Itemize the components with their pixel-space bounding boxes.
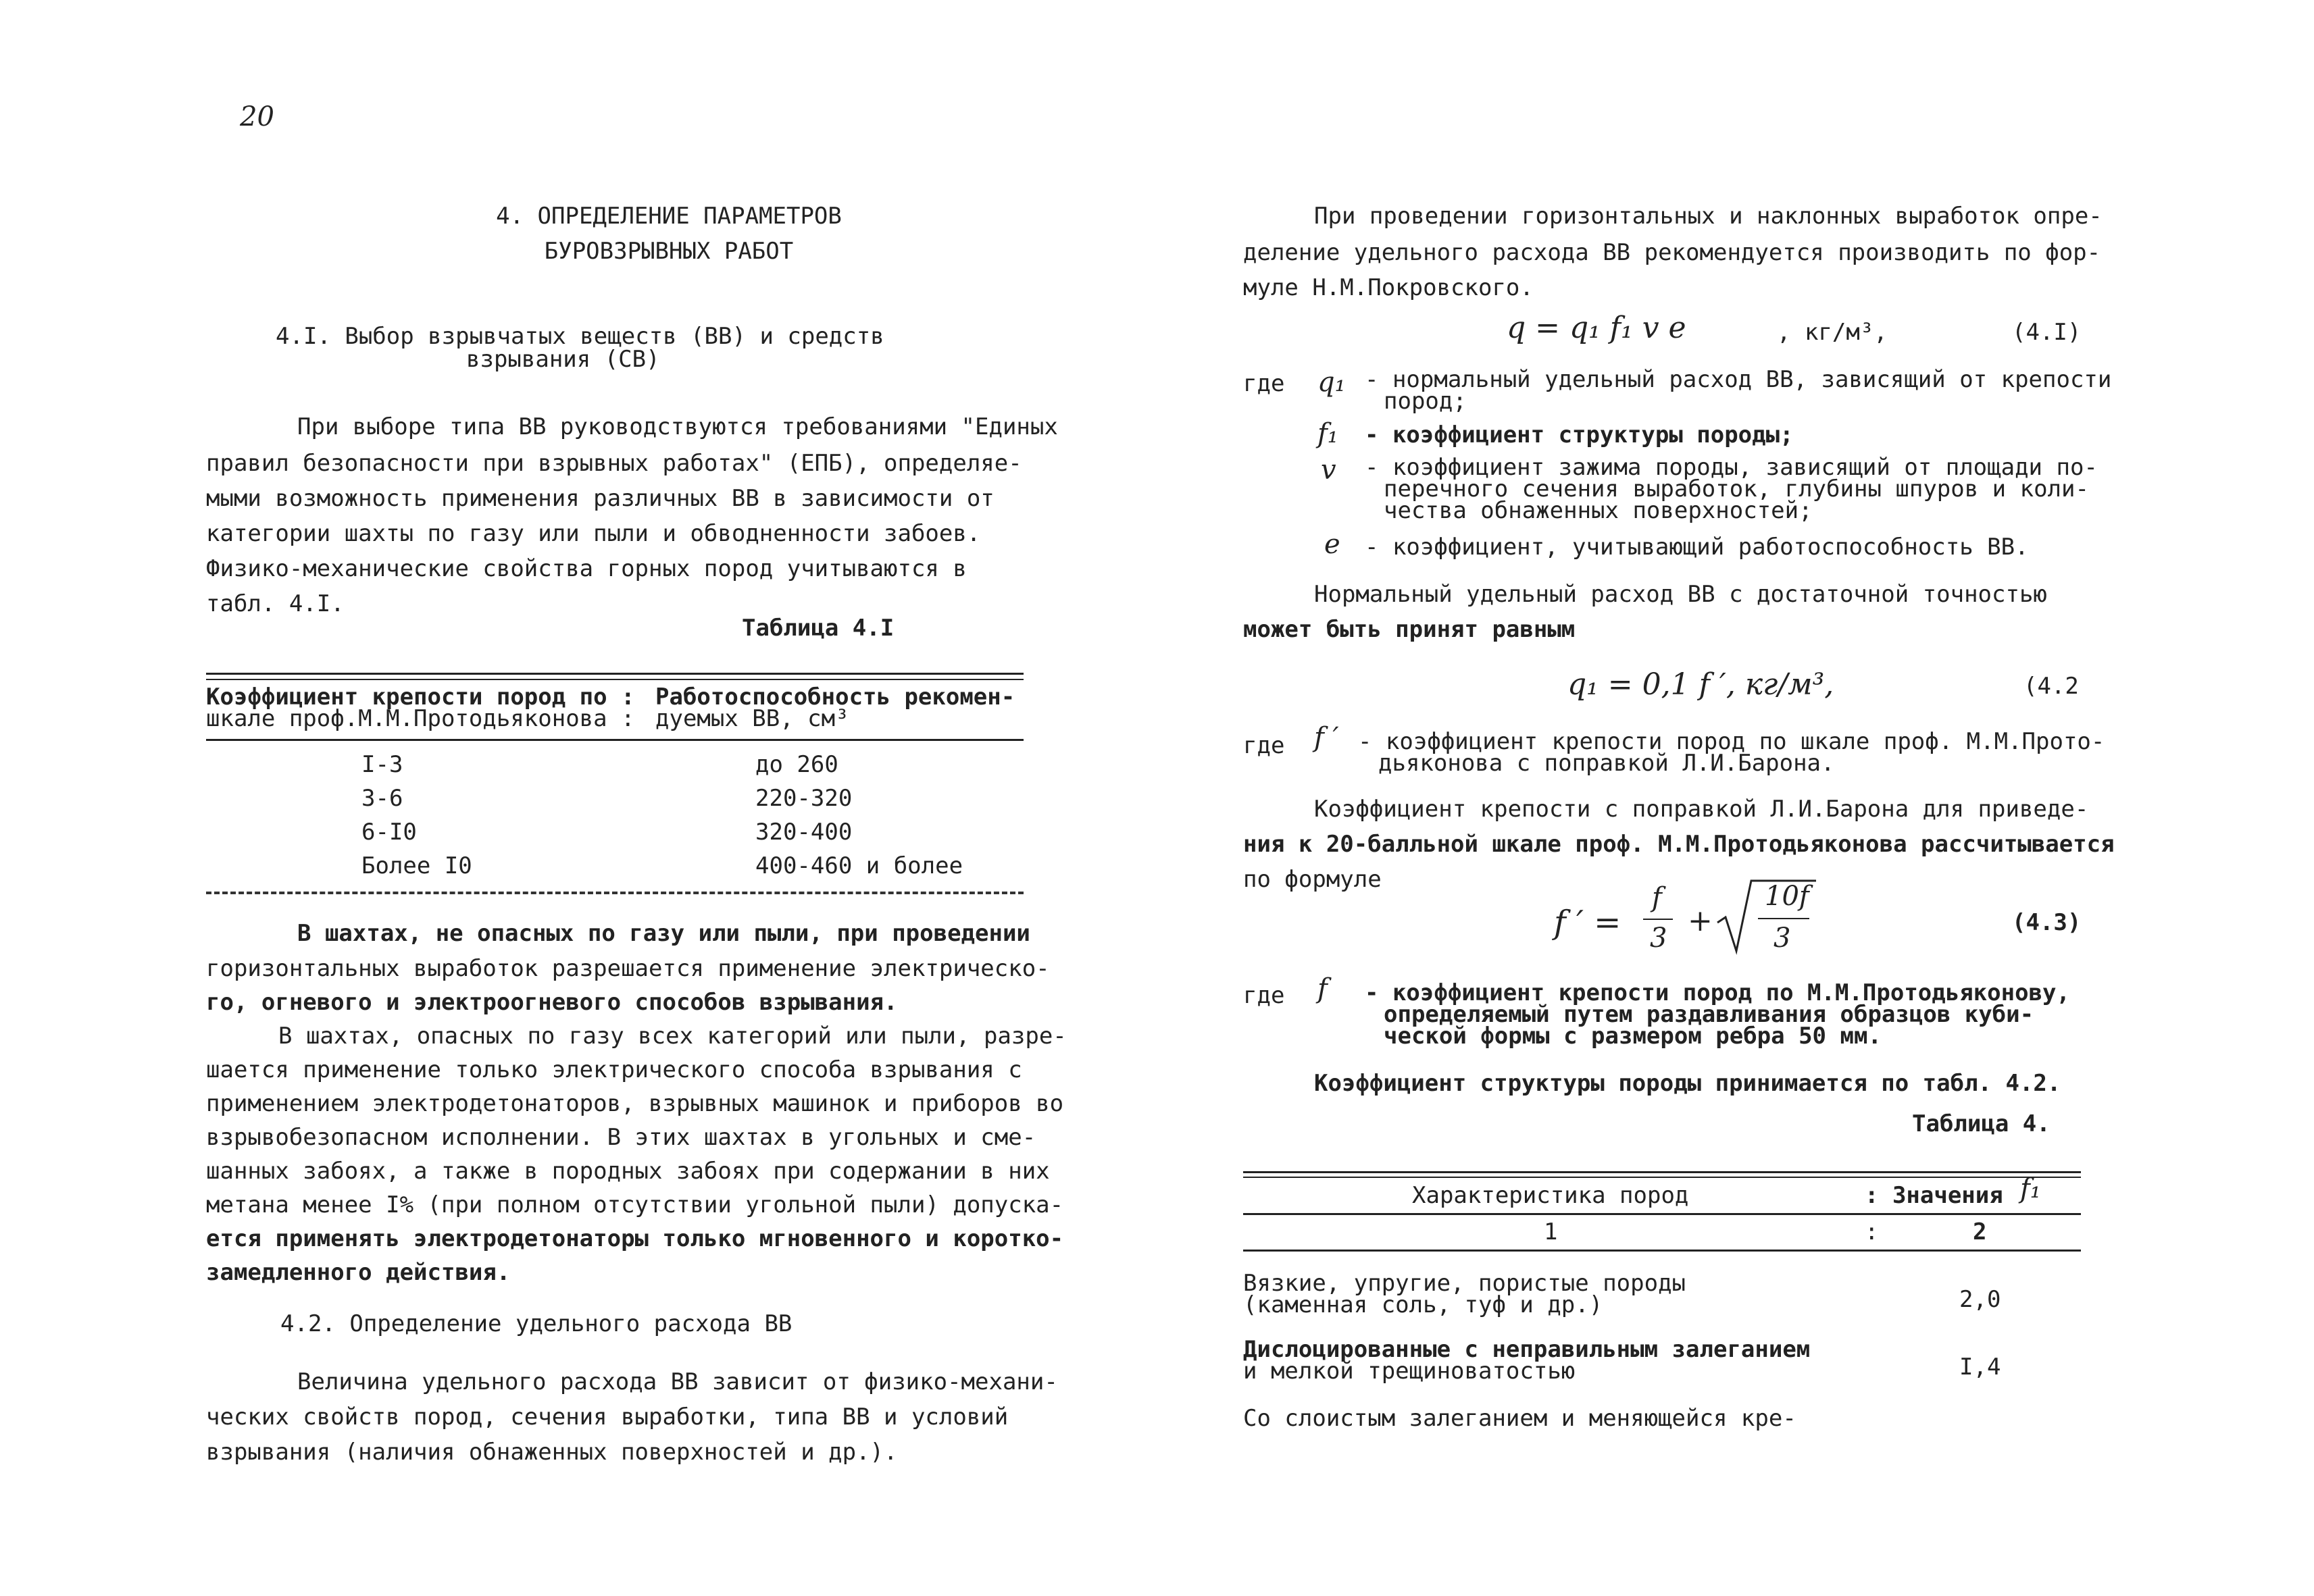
table-header-rule [1243, 1213, 2081, 1215]
symbol-f: f [1317, 973, 1328, 1004]
text-line: шается применение только электрического способа взрывания с [206, 1056, 1022, 1083]
table-header-col1-cont: шкале проф.М.М.Протодьяконова : [206, 705, 635, 732]
definition-line: дьяконова с поправкой Л.И.Барона. [1378, 750, 1835, 777]
fraction-bar [1643, 919, 1673, 920]
table-index-1: 1 [1544, 1218, 1558, 1245]
fraction-numerator: f [1652, 882, 1662, 913]
text-line: Коэффициент крепости с поправкой Л.И.Барона для приведе- [1314, 796, 2089, 823]
section-title-cont: БУРОВЗРЫВНЫХ РАБОТ [544, 238, 794, 265]
sqrt-numerator: 10f [1765, 881, 1809, 912]
definition-line: чества обнаженных поверхностей; [1384, 497, 1813, 524]
table-cell: Со слоистым залеганием и меняющейся кре- [1243, 1405, 1796, 1432]
text-line: правил безопасности при взрывных работах" (ЕПБ), определяе- [206, 450, 1022, 477]
table-header-col2: Работоспособность рекомен- [655, 684, 1015, 711]
table-cell: 220-320 [755, 785, 853, 812]
symbol-f-prime: f ′ [1314, 722, 1339, 753]
table-header-col2: : Значения [1865, 1182, 2003, 1209]
where-label: где [1243, 982, 1285, 1009]
table-cell: (каменная соль, туф и др.) [1243, 1291, 1603, 1318]
text-line: ется применять электродетонаторы только мгновенного и коротко- [206, 1225, 1064, 1252]
definition-line: - нормальный удельный расход ВВ, зависящий от крепости [1365, 366, 2112, 393]
text-line: шанных забоях, а также в породных забоях при содержании в них [206, 1158, 1050, 1185]
table-top-rule-2 [206, 679, 1024, 680]
definition-line: - коэффициент, учитывающий работоспособность ВВ. [1365, 534, 2029, 561]
text-line: горизонтальных выработок разрешается применение электрическо- [206, 955, 1050, 982]
text-line: ческих свойств пород, сечения выработки, типа ВВ и условий [206, 1404, 1009, 1431]
formula-4-1-number: (4.I) [2012, 319, 2082, 346]
text-line: метана менее I% (при полном отсутствии угольной пыли) допуска- [206, 1191, 1064, 1218]
formula-4-1: q = q₁ f₁ v e [1507, 311, 1686, 345]
text-line: Физико-механические свойства горных пород учитываются в [206, 555, 967, 582]
formula-4-3-number: (4.3) [2012, 909, 2082, 936]
table-bottom-rule [206, 892, 1024, 894]
subsection-heading-cont: взрывания (СВ) [466, 346, 660, 373]
table-cell: и мелкой трещиноватостью [1243, 1358, 1576, 1385]
table-cell: Вязкие, упругие, пористые породы [1243, 1270, 1686, 1297]
formula-4-2-number: (4.2 [2023, 673, 2079, 700]
text-line: взрывобезопасном исполнении. В этих шахтах в угольных и сме- [206, 1124, 1036, 1151]
sqrt-denominator: 3 [1774, 923, 1791, 954]
table-cell: Более I0 [361, 852, 472, 879]
definition-line: - коэффициент структуры породы; [1365, 421, 1794, 448]
symbol-e: e [1324, 529, 1340, 560]
definition-line: - коэффициент зажима породы, зависящий от площади по- [1365, 454, 2098, 481]
where-label: где [1243, 732, 1285, 759]
text-line: муле Н.М.Покровского. [1243, 274, 1534, 301]
symbol-v: v [1321, 455, 1336, 486]
table-header-col2-cont: дуемых ВВ, см³ [655, 705, 849, 732]
table-top-rule [206, 673, 1024, 675]
text-line: замедленного действия. [206, 1259, 511, 1286]
definition-line: перечного сечения выработок, глубины шпуров и коли- [1384, 475, 2089, 503]
table-top-rule-2 [1243, 1177, 2081, 1178]
text-line: Нормальный удельный расход ВВ с достаточной точностью [1314, 581, 2047, 608]
table-cell-value: 2,0 [1959, 1286, 2001, 1313]
text-line: по формуле [1243, 866, 1382, 893]
text-line: табл. 4.I. [206, 590, 345, 617]
table-cell: I-3 [361, 751, 403, 778]
fraction-denominator: 3 [1650, 923, 1667, 954]
table-cell-value: I,4 [1959, 1354, 2001, 1381]
table-top-rule [1243, 1171, 2081, 1173]
table-header-rule [206, 739, 1024, 741]
formula-4-2: q₁ = 0,1 f ′, кг/м³, [1567, 667, 1834, 702]
table-caption: Таблица 4.I [742, 615, 895, 642]
definition-line: определяемый путем раздавливания образцов куби- [1384, 1001, 2034, 1028]
symbol-f1: f₁ [2020, 1173, 2041, 1204]
table-index-sep: : [1865, 1218, 1879, 1245]
text-line: может быть принят равным [1243, 616, 1576, 643]
text-line: деление удельного расхода ВВ рекомендуется производить по фор- [1243, 239, 2101, 266]
table-cell: 400-460 и более [755, 852, 963, 879]
subsection-heading: 4.I. Выбор взрывчатых веществ (ВВ) и средств [276, 323, 884, 350]
symbol-q1: q₁ [1317, 367, 1346, 398]
text-line: взрывания (наличия обнаженных поверхностей и др.). [206, 1439, 898, 1466]
text-line: ния к 20-балльной шкале проф. М.М.Протодьяконова рассчитывается [1243, 831, 2115, 858]
table-caption: Таблица 4. [1912, 1110, 2051, 1137]
definition-line: ческой формы с размером ребра 50 мм. [1384, 1023, 1882, 1050]
definition-line: - коэффициент крепости пород по М.М.Протодьяконову, [1365, 979, 2070, 1006]
section-title: 4. ОПРЕДЕЛЕНИЕ ПАРАМЕТРОВ [496, 203, 842, 230]
formula-lhs: f ′ = [1554, 904, 1621, 942]
where-label: где [1243, 370, 1285, 397]
text-line: Коэффициент структуры породы принимается по табл. 4.2. [1314, 1070, 2061, 1097]
table-cell: 6-I0 [361, 819, 417, 846]
symbol-f1: f₁ [1317, 418, 1338, 449]
table-cell: 3-6 [361, 785, 403, 812]
text-line: Величина удельного расхода ВВ зависит от физико-механи- [297, 1368, 1058, 1395]
text-line: го, огневого и электроогневого способов взрывания. [206, 989, 898, 1016]
table-cell: Дислоцированные с неправильным залеганием [1243, 1336, 1811, 1363]
page-number: 20 [240, 101, 274, 132]
table-header-col1: Характеристика пород [1412, 1182, 1689, 1209]
table-cell: 320-400 [755, 819, 853, 846]
formula-4-1-unit: , кг/м³, [1777, 319, 1888, 346]
text-line: категории шахты по газу или пыли и обводненности забоев. [206, 520, 981, 547]
subsection-heading-2: 4.2. Определение удельного расхода ВВ [280, 1310, 793, 1337]
table-cell: до 260 [755, 751, 838, 778]
definition-line: пород; [1384, 388, 1467, 415]
definition-line: - коэффициент крепости пород по шкале проф. М.М.Прото- [1358, 728, 2105, 755]
plus-sign: + [1688, 904, 1713, 938]
text-line: В шахтах, не опасных по газу или пыли, при проведении [297, 920, 1030, 947]
table-index-2: 2 [1973, 1218, 1987, 1245]
text-line: мыми возможность применения различных ВВ в зависимости от [206, 485, 995, 512]
table-index-rule [1243, 1250, 2081, 1252]
text-line: При выборе типа ВВ руководствуются требованиями "Единых [297, 413, 1058, 440]
text-line: При проведении горизонтальных и наклонных выработок опре- [1314, 203, 2103, 230]
text-line: применением электродетонаторов, взрывных машинок и приборов во [206, 1090, 1064, 1117]
table-header-col1: Коэффициент крепости пород по : [206, 684, 635, 711]
text-line: В шахтах, опасных по газу всех категорий или пыли, разре- [278, 1023, 1067, 1050]
